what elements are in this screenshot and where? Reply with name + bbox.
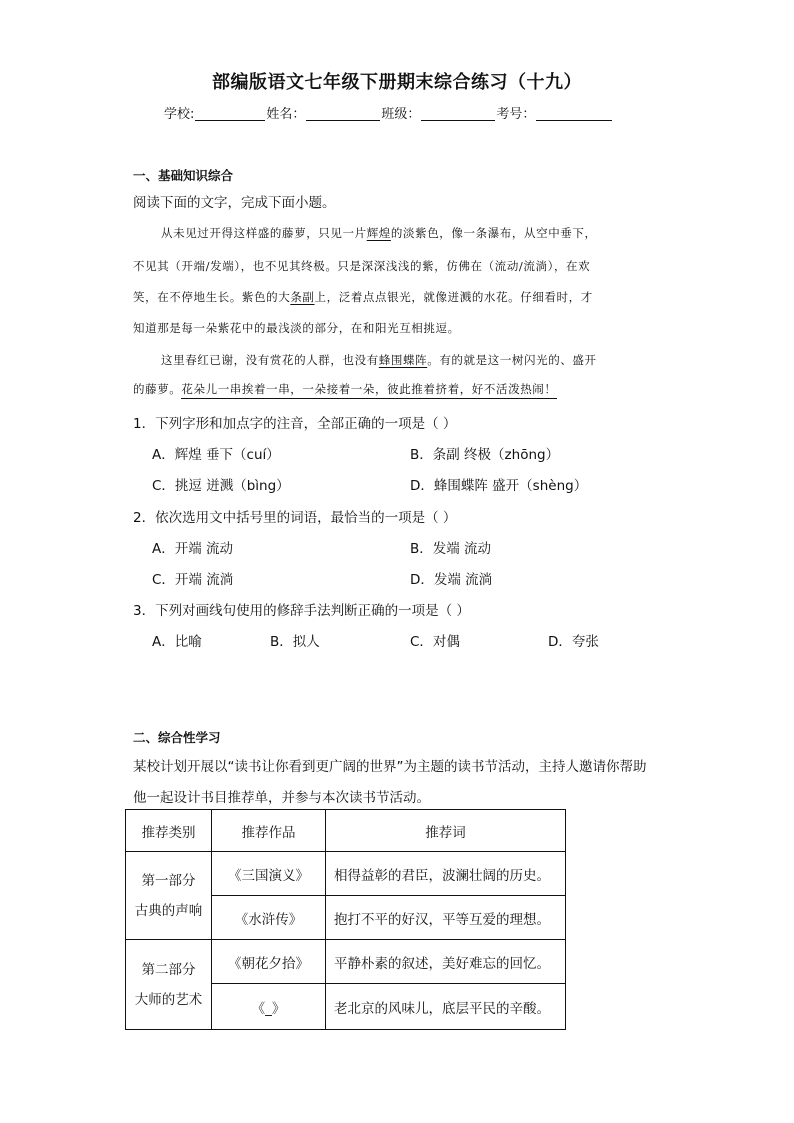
category-line: 第一部分 <box>141 872 196 889</box>
table-header: 推荐作品 <box>212 810 326 852</box>
passage-text: 从未见过开得这样盛的藤萝，只见一片 <box>161 226 367 240</box>
passage-line <box>161 225 597 241</box>
category-line: 大师的艺术 <box>134 991 203 1008</box>
passage-line <box>161 352 597 368</box>
q3-option-c[interactable]: C．对偶 <box>410 634 460 650</box>
passage-underlined-word: 蜂围蝶阵 <box>378 353 428 367</box>
q2-option-d[interactable]: D．发端 流淌 <box>410 572 493 588</box>
passage-line: 不见其（开端/发端），也不见其终极。只是深深浅浅的紫，仿佛在（流动/流淌），在欢 <box>133 259 591 273</box>
section1-heading: 一、基础知识综合 <box>133 168 234 183</box>
q1-option-a[interactable]: A．辉煌 垂下（cuí） <box>152 447 280 463</box>
passage-line <box>133 289 593 305</box>
passage-line: 知道那是每一朵紫花中的最浅淡的部分，在和阳光互相挑逗。 <box>133 321 460 335</box>
passage-text: 。有的就是这一树闪光的、盛开 <box>427 353 597 367</box>
passage-text: 上，泛着点点银光，就像迸溅的水花。仔细看时，才 <box>314 290 593 304</box>
q3-option-a[interactable]: A．比喻 <box>152 634 202 650</box>
table-header: 推荐词 <box>326 810 566 852</box>
work-cell-blank[interactable]: 《_》 <box>212 984 326 1030</box>
category-line: 第二部分 <box>141 961 196 978</box>
table-row <box>126 940 566 984</box>
student-info-line <box>164 103 613 122</box>
q2-option-c[interactable]: C．开端 流淌 <box>152 572 234 588</box>
name-label: 姓名： <box>266 107 306 122</box>
category-line: 古典的声响 <box>134 902 203 919</box>
school-label: 学校: <box>164 107 195 122</box>
passage-line <box>133 381 557 397</box>
passage-text: 这里春红已谢，没有赏花的人群，也没有 <box>161 353 379 367</box>
page-title: 部编版语文七年级下册期末综合练习（十九） <box>212 72 582 93</box>
q1-option-c[interactable]: C．挑逗 迸溅（bìng） <box>152 478 290 494</box>
section2-heading: 二、综合性学习 <box>133 730 221 745</box>
q2-option-b[interactable]: B．发端 流动 <box>410 541 492 557</box>
words-cell: 平静朴素的叙述，美好难忘的回忆。 <box>326 940 566 984</box>
q3-option-b[interactable]: B．拟人 <box>270 634 320 650</box>
section2-intro-line1: 某校计划开展以“读书让你看到更广阔的世界”为主题的读书节活动，主持人邀请你帮助 <box>133 759 647 775</box>
passage-text: 笑，在不停地生长。紫色的大 <box>133 290 291 304</box>
q1-option-b[interactable]: B．条副 终极（zhōng） <box>410 447 560 463</box>
question-2-stem: 2．依次选用文中括号里的词语，最恰当的一项是（ ） <box>133 510 457 526</box>
passage-text: 的淡紫色，像一条瀑布，从空中垂下， <box>390 226 597 240</box>
words-cell: 老北京的风味儿，底层平民的辛酸。 <box>326 984 566 1030</box>
recommendation-table <box>125 809 566 1030</box>
q3-option-d[interactable]: D．夸张 <box>548 634 599 650</box>
words-cell: 抱打不平的好汉，平等互爱的理想。 <box>326 896 566 940</box>
question-1-stem: 1．下列字形和加点字的注音，全部正确的一项是（ ） <box>133 416 457 432</box>
class-blank[interactable] <box>421 106 495 121</box>
q2-option-a[interactable]: A．开端 流动 <box>152 541 234 557</box>
passage-underlined-sentence: 花朵儿一串挨着一串，一朵接着一朵，彼此推着挤着，好不活泼热闹！ <box>181 382 556 399</box>
category-cell <box>126 852 212 940</box>
section2-intro-line2: 他一起设计书目推荐单，并参与本次读书节活动。 <box>133 790 430 806</box>
q1-option-d[interactable]: D．蜂围蝶阵 盛开（shèng） <box>410 478 588 494</box>
id-blank[interactable] <box>536 106 612 121</box>
work-cell: 《朝花夕拾》 <box>212 940 326 984</box>
passage-underlined-word: 条副 <box>290 290 315 304</box>
question-3-stem: 3．下列对画线句使用的修辞手法判断正确的一项是（ ） <box>133 603 470 619</box>
id-label: 考号： <box>496 107 536 122</box>
work-cell: 《三国演义》 <box>212 852 326 896</box>
table-row <box>126 852 566 896</box>
passage-underlined-word: 辉煌 <box>366 226 391 240</box>
work-cell: 《水浒传》 <box>212 896 326 940</box>
name-blank[interactable] <box>306 106 380 121</box>
category-cell <box>126 940 212 1030</box>
school-blank[interactable] <box>195 106 265 121</box>
table-header: 推荐类别 <box>126 810 212 852</box>
passage-text: 的藤萝。 <box>133 382 182 396</box>
table-header-row <box>126 810 566 852</box>
section1-instruction: 阅读下面的文字，完成下面小题。 <box>133 195 336 211</box>
words-cell: 相得益彰的君臣，波澜壮阔的历史。 <box>326 852 566 896</box>
class-label: 班级： <box>381 107 421 122</box>
